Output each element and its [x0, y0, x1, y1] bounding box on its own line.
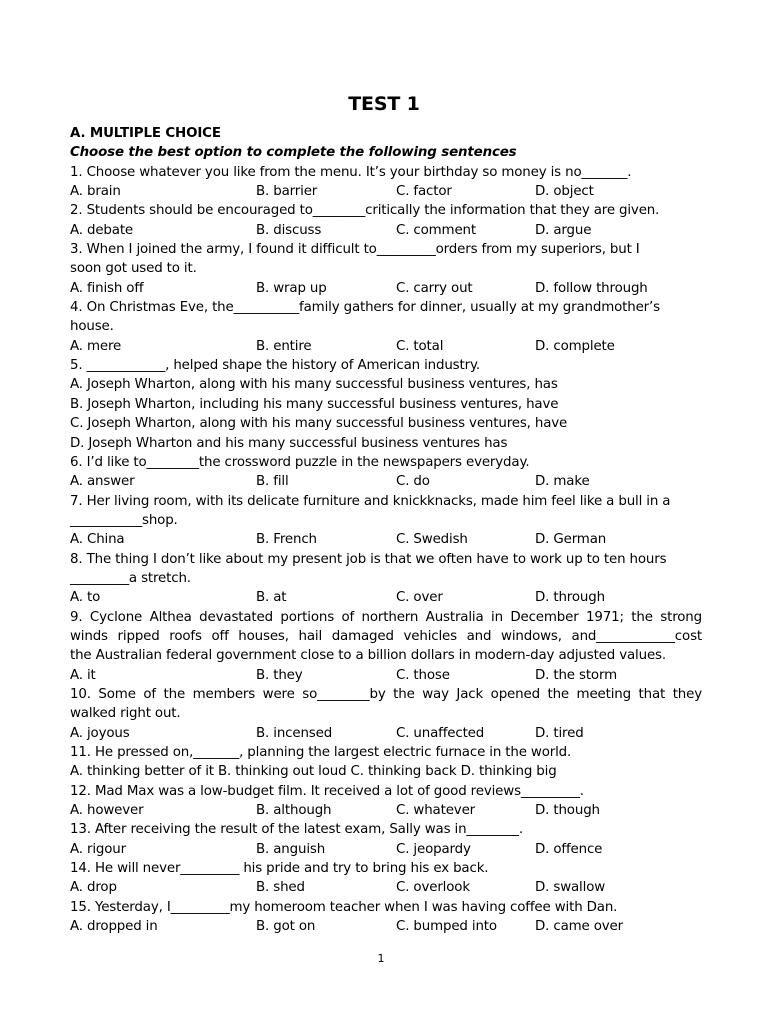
option-c: C. over — [396, 590, 443, 606]
question-7-options — [70, 530, 702, 549]
question-13-options — [70, 840, 702, 859]
option-c: C. total — [396, 338, 444, 354]
option-d: D. follow through — [535, 280, 648, 296]
option-b: B. got on — [256, 919, 316, 935]
option-d: D. object — [535, 184, 594, 200]
option-d: D. swallow — [535, 880, 606, 896]
page-title: TEST 1 — [348, 93, 420, 115]
question-10-options — [70, 724, 702, 743]
option-d: D. though — [535, 803, 600, 819]
option-a: A. brain — [70, 184, 121, 200]
option-d: D. make — [535, 474, 590, 490]
question-10-text-cont: walked right out. — [70, 706, 181, 722]
question-9-options — [70, 666, 702, 685]
question-12-text: 12. Mad Max was a low-budget film. It received a lot of good reviews_________. — [70, 783, 584, 799]
option-a: A. China — [70, 532, 125, 548]
question-4-text: 4. On Christmas Eve, the__________family gathers for dinner, usually at my grandmother’s — [70, 300, 660, 316]
option-c: C. do — [396, 474, 430, 490]
question-1-options — [70, 182, 702, 201]
option-c: C. factor — [396, 184, 452, 200]
option-d: D. German — [535, 532, 607, 548]
option-a: A. debate — [70, 222, 134, 238]
option-b: B. barrier — [256, 184, 318, 200]
option-a: A. rigour — [70, 841, 126, 857]
option-c: C. jeopardy — [396, 841, 471, 857]
question-5-option-c: C. Joseph Wharton, along with his many successful business ventures, have — [70, 416, 568, 432]
option-d: D. tired — [535, 725, 584, 741]
question-5-option-b: B. Joseph Wharton, including his many successful business ventures, have — [70, 396, 559, 412]
question-15-options — [70, 917, 702, 936]
question-4-options — [70, 337, 702, 356]
question-7-text: 7. Her living room, with its delicate furniture and knickknacks, made him feel like a bull in a — [70, 493, 671, 509]
question-1-text: 1. Choose whatever you like from the menu. It’s your birthday so money is no_______. — [70, 164, 632, 180]
question-5-option-d: D. Joseph Wharton and his many successful business ventures has — [70, 435, 508, 451]
question-3-text-cont: soon got used to it. — [70, 261, 197, 277]
option-d: D. complete — [535, 338, 615, 354]
option-c: C. Swedish — [396, 532, 468, 548]
option-a: A. joyous — [70, 725, 130, 741]
question-8-text-cont: _________a stretch. — [70, 570, 191, 586]
option-b: B. wrap up — [256, 280, 327, 296]
instruction-text: Choose the best option to complete the following sentences — [70, 145, 517, 161]
question-11-options: A. thinking better of it B. thinking out loud C. thinking back D. thinking big — [70, 764, 557, 780]
option-c: C. unaffected — [396, 725, 485, 741]
question-2-text: 2. Students should be encouraged to________critically the information that they are given. — [70, 203, 660, 219]
question-12-options — [70, 801, 702, 820]
question-3-options — [70, 279, 702, 298]
option-b: B. discuss — [256, 222, 322, 238]
option-b: B. shed — [256, 880, 305, 896]
option-b: B. incensed — [256, 725, 333, 741]
option-d: D. through — [535, 590, 605, 606]
question-15-text: 15. Yesterday, I_________my homeroom teacher when I was having coffee with Dan. — [70, 899, 618, 915]
option-a: A. answer — [70, 474, 135, 490]
question-9-text: 9. Cyclone Althea devastated portions of northern Australia in December 1971; the strong — [70, 609, 702, 625]
question-8-text: 8. The thing I don’t like about my present job is that we often have to work up to ten hours — [70, 551, 667, 567]
question-14-text: 14. He will never_________ his pride and try to bring his ex back. — [70, 861, 489, 877]
option-d: D. the storm — [535, 667, 617, 683]
option-c: C. comment — [396, 222, 476, 238]
question-6-options — [70, 472, 702, 491]
option-d: D. argue — [535, 222, 592, 238]
question-5-option-a: A. Joseph Wharton, along with his many successful business ventures, has — [70, 377, 558, 393]
question-9-text-cont: winds ripped roofs off houses, hail damaged vehicles and windows, and____________cost — [70, 628, 702, 644]
option-b: B. entire — [256, 338, 312, 354]
option-b: B. fill — [256, 474, 289, 490]
question-8-options — [70, 588, 702, 607]
option-b: B. French — [256, 532, 317, 548]
question-11-text: 11. He pressed on,_______, planning the largest electric furnace in the world. — [70, 745, 572, 760]
option-c: C. overlook — [396, 880, 470, 896]
option-b: B. although — [256, 803, 332, 819]
option-a: A. however — [70, 803, 144, 819]
option-a: A. dropped in — [70, 919, 158, 935]
question-7-text-cont: ___________shop. — [70, 512, 178, 528]
question-10-text: 10. Some of the members were so________by the way Jack opened the meeting that they — [70, 686, 702, 702]
test-page — [70, 88, 702, 936]
question-2-options — [70, 221, 702, 240]
question-4-text-cont: house. — [70, 319, 114, 335]
option-b: B. they — [256, 667, 303, 683]
question-6-text: 6. I’d like to________the crossword puzzle in the newspapers everyday. — [70, 454, 530, 470]
option-c: C. whatever — [396, 803, 476, 819]
question-9-text-cont-2: the Australian federal government close to a billion dollars in modern-day adjusted values. — [70, 648, 666, 664]
option-c: C. carry out — [396, 280, 473, 296]
question-13-text: 13. After receiving the result of the latest exam, Sally was in________. — [70, 822, 523, 838]
option-a: A. to — [70, 590, 101, 606]
option-b: B. at — [256, 590, 287, 606]
option-c: C. bumped into — [396, 919, 497, 935]
option-a: A. finish off — [70, 280, 144, 296]
question-14-options — [70, 878, 702, 897]
option-d: D. offence — [535, 841, 603, 857]
question-3-text: 3. When I joined the army, I found it difficult to_________orders from my superiors, but I — [70, 242, 640, 258]
option-a: A. it — [70, 667, 96, 683]
option-a: A. mere — [70, 338, 122, 354]
option-a: A. drop — [70, 880, 117, 896]
option-c: C. those — [396, 667, 450, 683]
option-d: D. came over — [535, 919, 623, 935]
page-number: 1 — [377, 952, 385, 965]
section-heading: A. MULTIPLE CHOICE — [70, 126, 221, 141]
option-b: B. anguish — [256, 841, 326, 857]
question-5-text: 5. ____________, helped shape the history of American industry. — [70, 358, 480, 374]
